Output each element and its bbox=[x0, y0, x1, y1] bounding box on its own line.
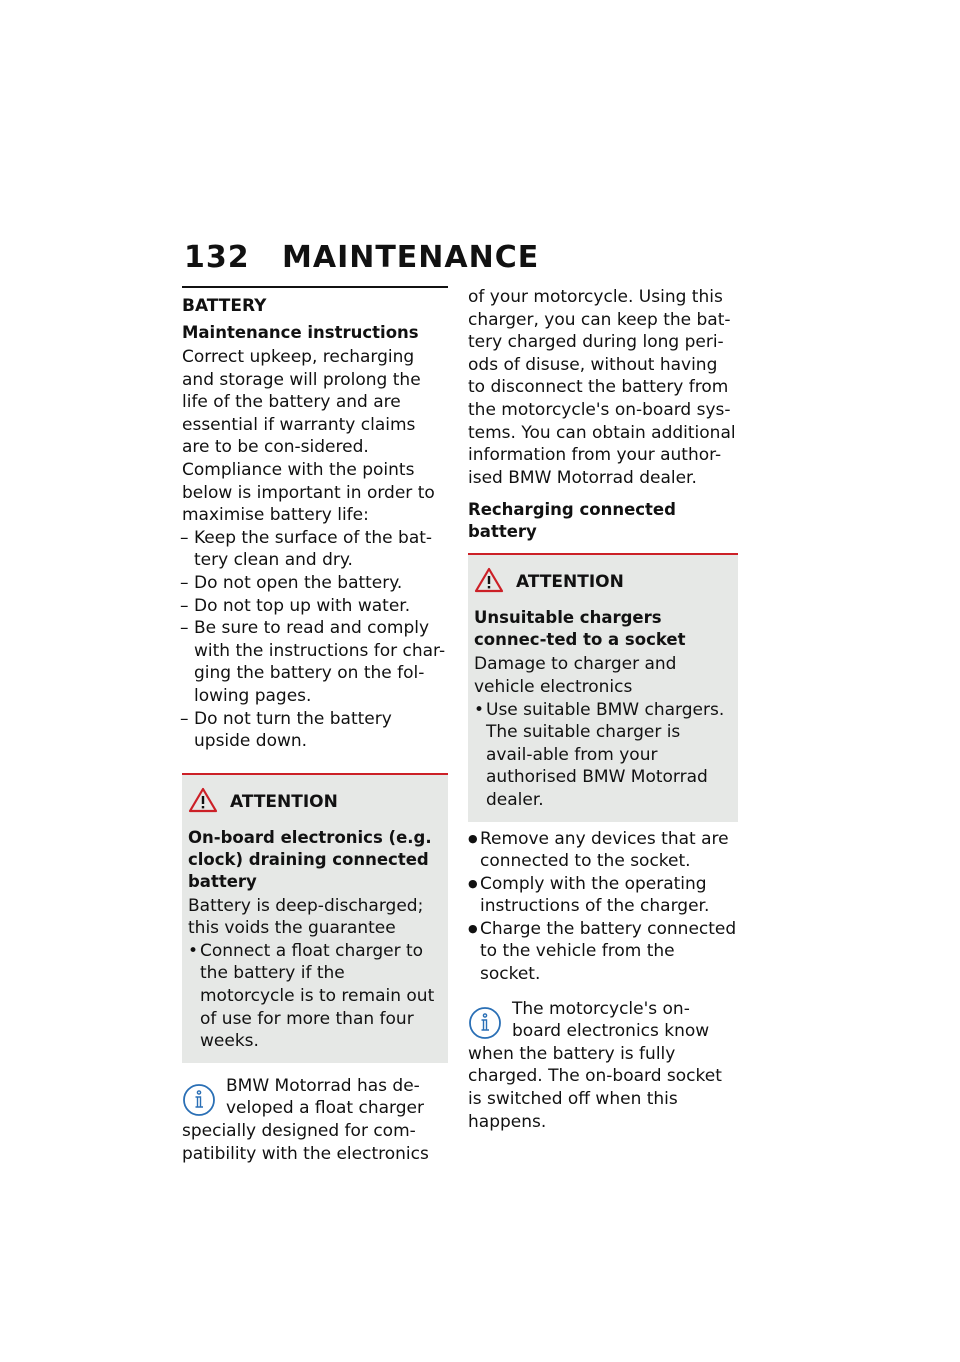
info-note bbox=[182, 1075, 448, 1165]
info-text-rest: when the battery is fully charged. The on-board socket is switched off when this happens. bbox=[468, 1043, 722, 1132]
attention-consequence: Battery is deep-discharged; this voids the guarantee bbox=[188, 895, 424, 939]
list-item: • Connect a float charger to the battery if the motorcycle is to remain out of use for more than four weeks. bbox=[188, 940, 442, 1053]
section-rule bbox=[182, 286, 448, 288]
attention-header bbox=[474, 567, 732, 597]
info-text-first: BMW Motorrad has de-veloped a float charger bbox=[226, 1075, 424, 1119]
attention-title: Unsuitable chargers connec-ted to a socket bbox=[474, 608, 686, 650]
attention-box bbox=[182, 773, 448, 1063]
left-column bbox=[182, 286, 448, 1165]
section-title: BATTERY bbox=[182, 296, 267, 316]
list-item: • Use suitable BMW chargers. The suitable charger is avail-able from your authorised BMW Motorrad dealer. bbox=[474, 699, 732, 812]
subsection-title: Recharging connected battery bbox=[468, 500, 676, 542]
attention-consequence: Damage to charger and vehicle electronics bbox=[474, 654, 677, 697]
attention-list bbox=[474, 699, 732, 812]
warning-triangle-icon bbox=[474, 567, 516, 597]
warning-triangle-icon bbox=[188, 787, 230, 817]
list-item: – Do not turn the battery upside down. bbox=[182, 708, 448, 753]
paragraph: of your motorcycle. Using this charger, you can keep the bat-tery charged during long peri-ods of disuse, without having to disconnect the battery from the motorcycle's on-board sys-tems. You can obtain additional information from your author-ised BMW Motorrad dealer. bbox=[468, 287, 736, 488]
list-item: ● Charge the battery connected to the vehicle from the socket. bbox=[468, 918, 738, 986]
list-item: – Do not top up with water. bbox=[182, 595, 448, 618]
bullet-list bbox=[468, 828, 738, 986]
info-icon bbox=[182, 1083, 216, 1121]
attention-header bbox=[188, 787, 442, 817]
attention-box bbox=[468, 553, 738, 821]
list-item: ● Remove any devices that are connected to the socket. bbox=[468, 828, 738, 873]
info-text-rest: specially designed for com-patibility with the electronics bbox=[182, 1121, 429, 1164]
info-note bbox=[468, 998, 738, 1134]
attention-list bbox=[188, 940, 442, 1053]
list-item: – Keep the surface of the bat-tery clean and dry. bbox=[182, 527, 448, 572]
paragraph: Correct upkeep, recharging and storage will prolong the life of the battery and are essential if warranty claims are to be con-sidered. bbox=[182, 347, 421, 458]
page-header bbox=[184, 240, 539, 275]
paragraph: Compliance with the points below is important in order to maximise battery life: bbox=[182, 459, 435, 526]
list-item: ● Comply with the operating instructions of the charger. bbox=[468, 873, 738, 918]
list-item: – Do not open the battery. bbox=[182, 572, 448, 595]
list-item: – Be sure to read and comply with the instructions for char-ging the battery on the fol-lowing pages. bbox=[182, 617, 448, 707]
attention-label: ATTENTION bbox=[516, 572, 624, 593]
dash-list bbox=[182, 527, 448, 753]
subsection-title: Maintenance instructions bbox=[182, 323, 419, 342]
info-icon bbox=[468, 1006, 502, 1044]
right-column bbox=[468, 286, 738, 1133]
info-text-first: The motorcycle's on-board electronics know bbox=[512, 998, 710, 1042]
attention-title: On-board electronics (e.g. clock) draining connected battery bbox=[188, 827, 432, 891]
attention-label: ATTENTION bbox=[230, 791, 338, 812]
page-number: 132 bbox=[184, 240, 250, 275]
chapter-title: MAINTENANCE bbox=[282, 240, 540, 275]
